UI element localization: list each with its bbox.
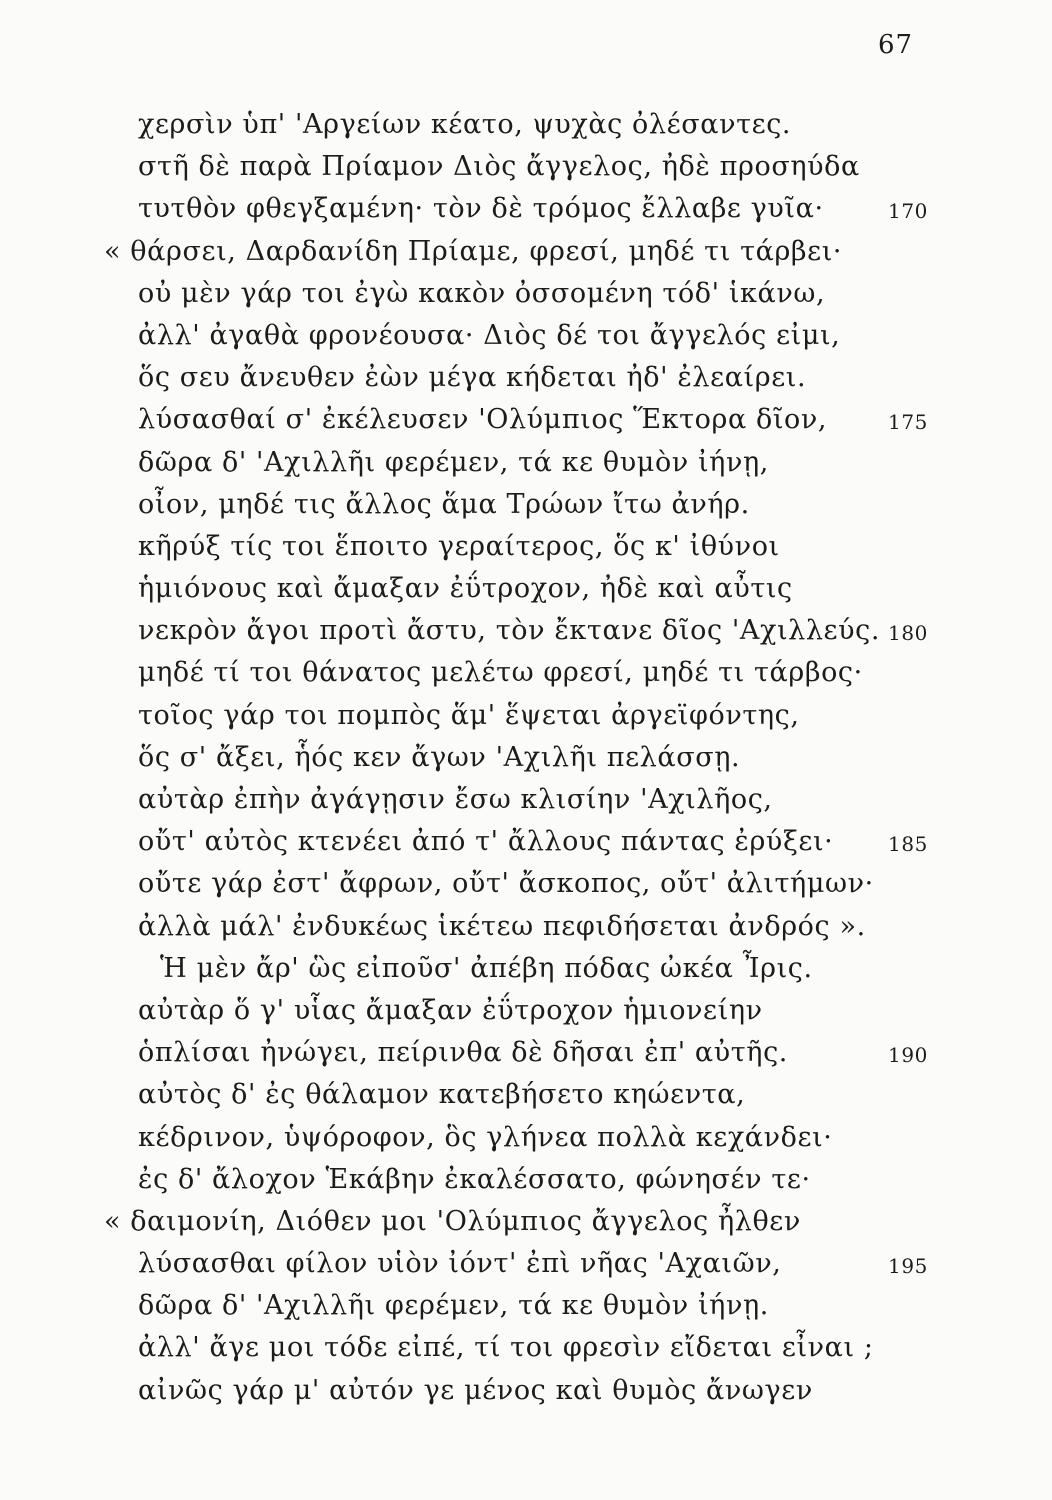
verse-text: δῶρα δ' 'Αχιλλῆι φερέμεν, τά κε θυμὸν ἰήνῃ, (138, 446, 769, 478)
line-number: 180 (888, 621, 928, 646)
verse-text: αὐτὰρ ὅ γ' υἷας ἄμαξαν ἐΰτροχον ἡμιονείην (138, 994, 763, 1026)
verse-text: δῶρα δ' 'Αχιλλῆι φερέμεν, τά κε θυμὸν ἰήνῃ. (138, 1290, 769, 1322)
verse-text: ὅς σ' ἄξει, ἧός κεν ἄγων 'Αχιλῆι πελάσσῃ. (138, 741, 741, 773)
verse-line (0, 906, 1052, 948)
verse-text: κέδρινον, ὑψόροφον, ὃς γλήνεα πολλὰ κεχάνδει· (138, 1121, 833, 1153)
verse-line (0, 948, 1052, 990)
verse-line (0, 526, 1052, 568)
verse-line (0, 610, 1052, 652)
verse-line (0, 315, 1052, 357)
verse-text: λύσασθαι φίλον υἱὸν ἰόντ' ἐπὶ νῆας 'Αχαιῶν, (138, 1248, 782, 1280)
verse-line (0, 273, 1052, 315)
verse-line (0, 357, 1052, 399)
verse-text: στῆ δὲ παρὰ Πρίαμον Διὸς ἄγγελος, ἠδὲ προσηύδα (138, 151, 860, 183)
verse-text: Ἡ μὲν ἄρ' ὣς εἰποῦσ' ἀπέβη πόδας ὠκέα Ἶρις. (160, 952, 813, 984)
verse-text: ἀλλὰ μάλ' ἐνδυκέως ἱκέτεω πεφιδήσεται ἀνδρός ». (138, 910, 866, 942)
verse-line (0, 821, 1052, 863)
page-number: 67 (878, 30, 914, 60)
verse-text: οὔτ' αὐτὸς κτενέει ἀπό τ' ἄλλους πάντας ἐρύξει· (138, 826, 834, 858)
verse-text: τοῖος γάρ τοι πομπὸς ἅμ' ἕψεται ἀργεϊφόντης, (138, 699, 800, 731)
verse-line (0, 146, 1052, 188)
verse-text: μηδέ τί τοι θάνατος μελέτω φρεσί, μηδέ τι τάρβος· (138, 657, 863, 689)
verse-line (0, 442, 1052, 484)
verse-line (0, 399, 1052, 441)
verse-text: χερσὶν ὑπ' 'Αργείων κέατο, ψυχὰς ὀλέσαντες. (138, 109, 792, 140)
line-number: 195 (888, 1254, 928, 1279)
verse-text: ἡμιόνους καὶ ἄμαξαν ἐΰτροχον, ἠδὲ καὶ αὖτις (138, 573, 793, 605)
verse-line (0, 652, 1052, 694)
verse-text: ὁπλίσαι ἠνώγει, πείρινθα δὲ δῆσαι ἐπ' αὐτῆς. (138, 1037, 788, 1069)
verse-line (0, 1117, 1052, 1159)
verse-text: νεκρὸν ἄγοι προτὶ ἄστυ, τὸν ἔκτανε δῖος 'Αχιλλεύς. (138, 615, 881, 647)
line-number: 170 (888, 199, 928, 224)
verse-text: ὅς σευ ἄνευθεν ἐὼν μέγα κήδεται ἠδ' ἐλεαίρει. (138, 362, 807, 394)
verse-line (0, 1032, 1052, 1074)
line-number: 190 (888, 1043, 928, 1068)
verse-line (0, 695, 1052, 737)
verse-line (0, 1327, 1052, 1369)
verse-text: « θάρσει, Δαρδανίδη Πρίαμε, φρεσί, μηδέ τι τάρβει· (104, 235, 843, 267)
verse-line (0, 1074, 1052, 1116)
verse-line (0, 1201, 1052, 1243)
verse-text: « δαιμονίη, Διόθεν μοι 'Ολύμπιος ἄγγελος ἦλθεν (104, 1205, 801, 1237)
verse-text: λύσασθαί σ' ἐκέλευσεν 'Ολύμπιος Ἕκτορα δῖον, (138, 404, 828, 436)
verse-text: αἰνῶς γάρ μ' αὐτόν γε μένος καὶ θυμὸς ἄνωγεν (138, 1374, 813, 1406)
verse-line (0, 1243, 1052, 1285)
verse-line (0, 568, 1052, 610)
verse-text: κῆρύξ τίς τοι ἕποιτο γεραίτερος, ὅς κ' ἰθύνοι (138, 530, 780, 562)
verse-text: ἐς δ' ἄλοχον Ἑκάβην ἐκαλέσσατο, φώνησέν τε· (138, 1163, 811, 1195)
verse-block (0, 104, 1052, 1412)
verse-text: αὐτὰρ ἐπὴν ἀγάγῃσιν ἔσω κλισίην 'Αχιλῆος, (138, 784, 773, 815)
verse-line (0, 1285, 1052, 1327)
verse-line (0, 1159, 1052, 1201)
verse-text: αὐτὸς δ' ἐς θάλαμον κατεβήσετο κηώεντα, (138, 1079, 746, 1111)
verse-text: ἀλλ' ἄγε μοι τόδε εἰπέ, τί τοι φρεσὶν εἴδεται εἶναι ; (138, 1332, 874, 1364)
verse-text: οἶον, μηδέ τις ἄλλος ἅμα Τρώων ἴτω ἀνήρ. (138, 488, 750, 520)
verse-line (0, 231, 1052, 273)
verse-text: ἀλλ' ἀγαθὰ φρονέουσα· Διὸς δέ τοι ἄγγελός εἰμι, (138, 319, 841, 351)
verse-line (0, 104, 1052, 146)
verse-line (0, 779, 1052, 821)
verse-line (0, 1370, 1052, 1412)
verse-line (0, 863, 1052, 905)
verse-line (0, 990, 1052, 1032)
verse-line (0, 188, 1052, 230)
verse-line (0, 484, 1052, 526)
verse-text: οὐ μὲν γάρ τοι ἐγὼ κακὸν ὀσσομένη τόδ' ἱκάνω, (138, 277, 826, 309)
verse-text: οὔτε γάρ ἐστ' ἄφρων, οὔτ' ἄσκοπος, οὔτ' ἀλιτήμων· (138, 868, 874, 900)
verse-text: τυτθὸν φθεγξαμένη· τὸν δὲ τρόμος ἔλλαβε γυῖα· (138, 193, 824, 225)
line-number: 185 (888, 832, 928, 857)
line-number: 175 (888, 410, 928, 435)
verse-line (0, 737, 1052, 779)
